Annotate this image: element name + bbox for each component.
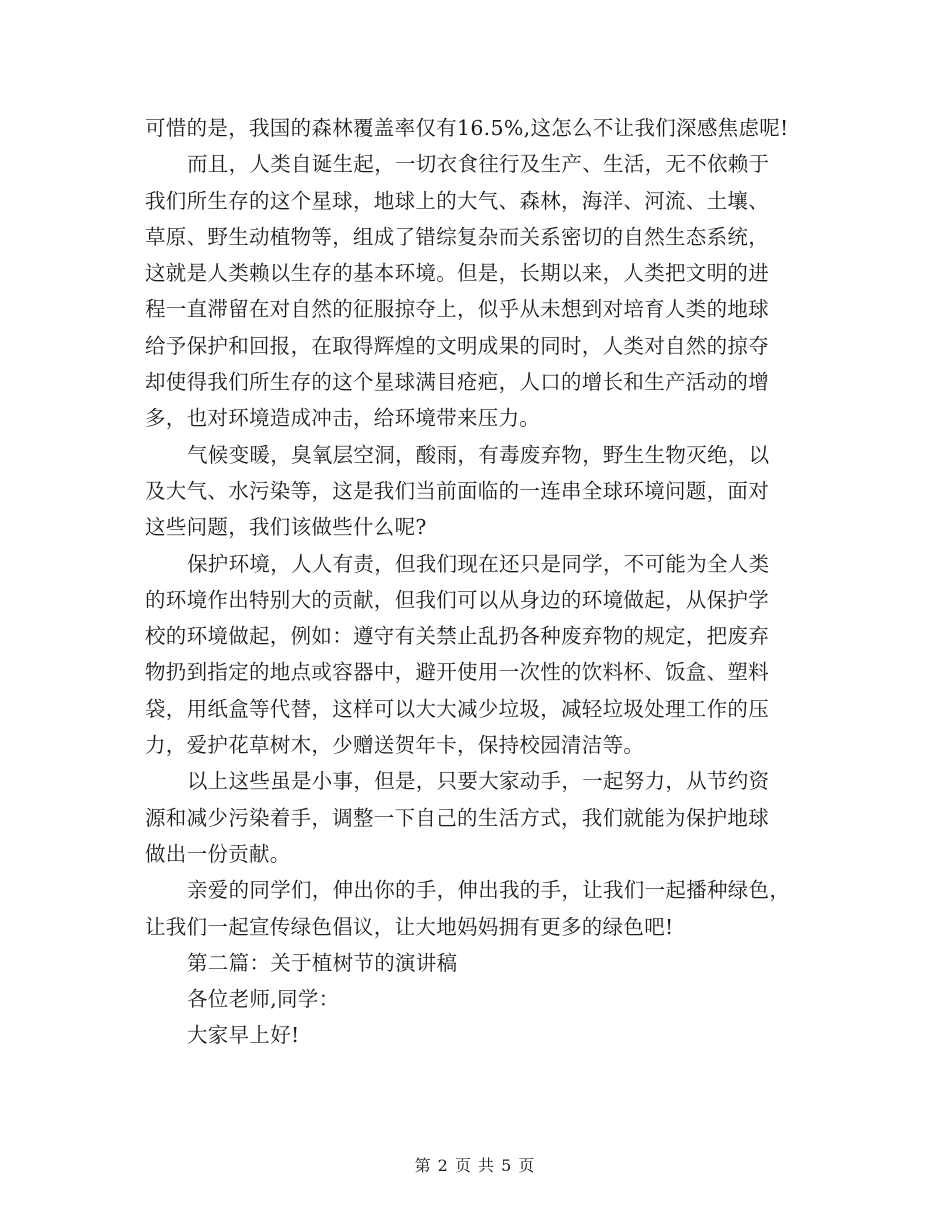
text-line: 给予保护和回报，在取得辉煌的文明成果的同时，人类对自然的掠夺: [145, 333, 769, 358]
text-line: 保护环境，人人有责，但我们现在还只是同学，不可能为全人类: [187, 551, 770, 576]
text-line: 我们所生存的这个星球，地球上的大气、森林，海洋、河流、土壤、: [145, 188, 769, 213]
text-line: 气候变暖，臭氧层空洞，酸雨，有毒废弃物，野生生物灭绝，以: [187, 442, 770, 467]
salutation: 各位老师,同学：: [187, 987, 340, 1012]
text-line: 及大气、水污染等，这是我们当前面临的一连串全球环境问题，面对: [145, 478, 769, 503]
text-line: 程一直滞留在对自然的征服掠夺上，似乎从未想到对培育人类的地球: [145, 297, 769, 322]
text-line: 力，爱护花草树木，少赠送贺年卡，保持校园清洁等。: [145, 733, 645, 758]
document-body: [145, 110, 810, 1054]
text-line: 让我们一起宣传绿色倡议，让大地妈妈拥有更多的绿色吧!: [145, 914, 674, 939]
text-line: 的环境作出特别大的贡献，但我们可以从身边的环境做起，从保护学: [145, 587, 769, 612]
text-line: 源和减少污染着手，调整一下自己的生活方式，我们就能为保护地球: [145, 805, 769, 830]
section-heading: 第二篇：关于植树节的演讲稿: [187, 950, 458, 975]
text-line: 物扔到指定的地点或容器中，避开使用一次性的饮料杯、饭盒、塑料: [145, 660, 769, 685]
text-line: 袋，用纸盒等代替，这样可以大大减少垃圾，减轻垃圾处理工作的压: [145, 696, 769, 721]
greeting: 大家早上好!: [187, 1023, 300, 1048]
text-line: 草原、野生动植物等，组成了错综复杂而关系密切的自然生态系统，: [145, 224, 769, 249]
text-line: 这些问题，我们该做些什么呢?: [145, 515, 427, 540]
text-line: 以上这些虽是小事，但是，只要大家动手，一起努力，从节约资: [187, 769, 770, 794]
text-line: 却使得我们所生存的这个星球满目疮疤，人口的增长和生产活动的增: [145, 370, 769, 395]
text-line: 可惜的是，我国的森林覆盖率仅有16.5%,这怎么不让我们深感焦虑呢!: [145, 116, 789, 140]
text-line: 做出一份贡献。: [145, 841, 291, 866]
text-line: 亲爱的同学们，伸出你的手，伸出我的手，让我们一起播种绿色，: [187, 878, 791, 903]
text-line: 这就是人类赖以生存的基本环境。但是，长期以来，人类把文明的进: [145, 261, 769, 286]
page-number-footer: 第 2 页 共 5 页: [414, 1156, 536, 1175]
text-line: 校的环境做起，例如：遵守有关禁止乱扔各种废弃物的规定，把废弃: [145, 624, 769, 649]
text-line: 多，也对环境造成冲击，给环境带来压力。: [145, 406, 541, 431]
text-line: 而且，人类自诞生起，一切衣食往行及生产、生活，无不依赖于: [187, 152, 770, 177]
